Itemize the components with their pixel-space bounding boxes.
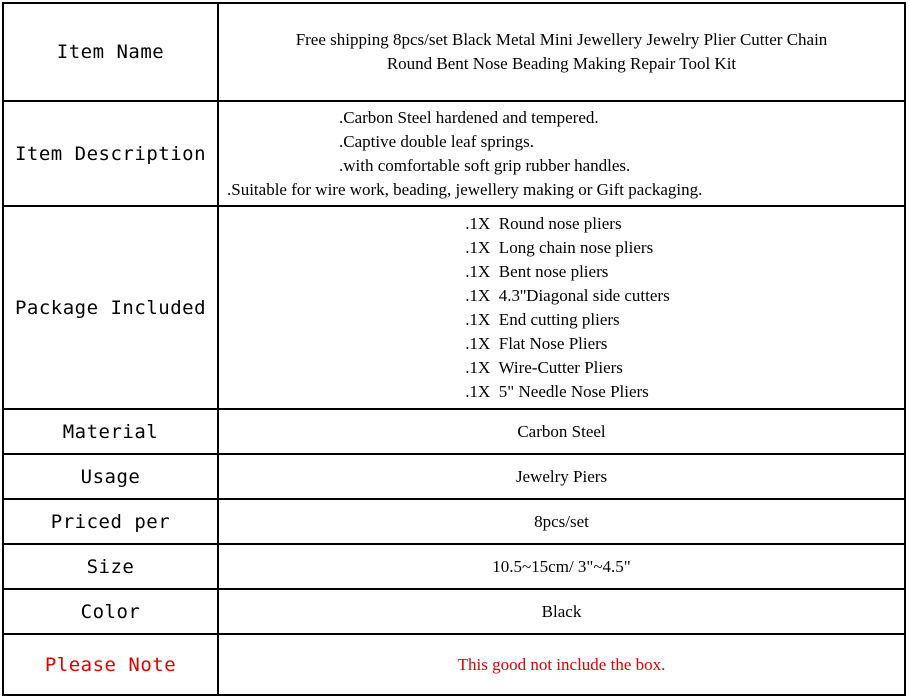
usage-label: Usage xyxy=(3,454,218,499)
usage-value: Jewelry Piers xyxy=(218,454,905,499)
row-material xyxy=(3,409,905,454)
row-usage xyxy=(3,454,905,499)
description-line: .with comfortable soft grip rubber handles. xyxy=(339,155,631,175)
color-value: Black xyxy=(218,589,905,634)
row-please-note xyxy=(3,634,905,695)
row-color xyxy=(3,589,905,634)
item-name-label: Item Name xyxy=(3,3,218,101)
package-item: .1X Wire-Cutter Pliers xyxy=(465,357,623,377)
color-label: Color xyxy=(3,589,218,634)
row-item-name xyxy=(3,3,905,101)
please-note-value: This good not include the box. xyxy=(218,634,905,695)
package-item: .1X Flat Nose Pliers xyxy=(465,333,608,353)
package-item: .1X Long chain nose pliers xyxy=(465,237,654,257)
product-spec-table xyxy=(2,2,906,696)
package-item: .1X End cutting pliers xyxy=(465,309,620,329)
priced-per-value: 8pcs/set xyxy=(218,499,905,544)
package-list xyxy=(465,212,669,404)
item-name-line-2: Round Bent Nose Beading Making Repair Tool Kit xyxy=(386,54,737,73)
description-line: .Suitable for wire work, beading, jewellery making or Gift packaging. xyxy=(227,179,703,199)
material-label: Material xyxy=(3,409,218,454)
row-item-description xyxy=(3,101,905,206)
priced-per-label: Priced per xyxy=(3,499,218,544)
row-priced-per xyxy=(3,499,905,544)
please-note-label: Please Note xyxy=(3,634,218,695)
row-package-included xyxy=(3,206,905,409)
package-included-value xyxy=(218,206,905,409)
package-item: .1X 5" Needle Nose Pliers xyxy=(465,381,649,401)
size-value: 10.5~15cm/ 3"~4.5" xyxy=(218,544,905,589)
item-description-value xyxy=(218,101,905,206)
item-name-line-1: Free shipping 8pcs/set Black Metal Mini Jewellery Jewelry Plier Cutter Chain xyxy=(295,30,828,49)
description-line: .Captive double leaf springs. xyxy=(339,131,534,151)
item-description-label: Item Description xyxy=(3,101,218,206)
item-name-value xyxy=(218,3,905,101)
package-included-label: Package Included xyxy=(3,206,218,409)
description-line: .Carbon Steel hardened and tempered. xyxy=(339,107,599,127)
package-item: .1X 4.3''Diagonal side cutters xyxy=(465,285,670,305)
package-item: .1X Round nose pliers xyxy=(465,213,622,233)
row-size xyxy=(3,544,905,589)
material-value: Carbon Steel xyxy=(218,409,905,454)
size-label: Size xyxy=(3,544,218,589)
package-item: .1X Bent nose pliers xyxy=(465,261,609,281)
